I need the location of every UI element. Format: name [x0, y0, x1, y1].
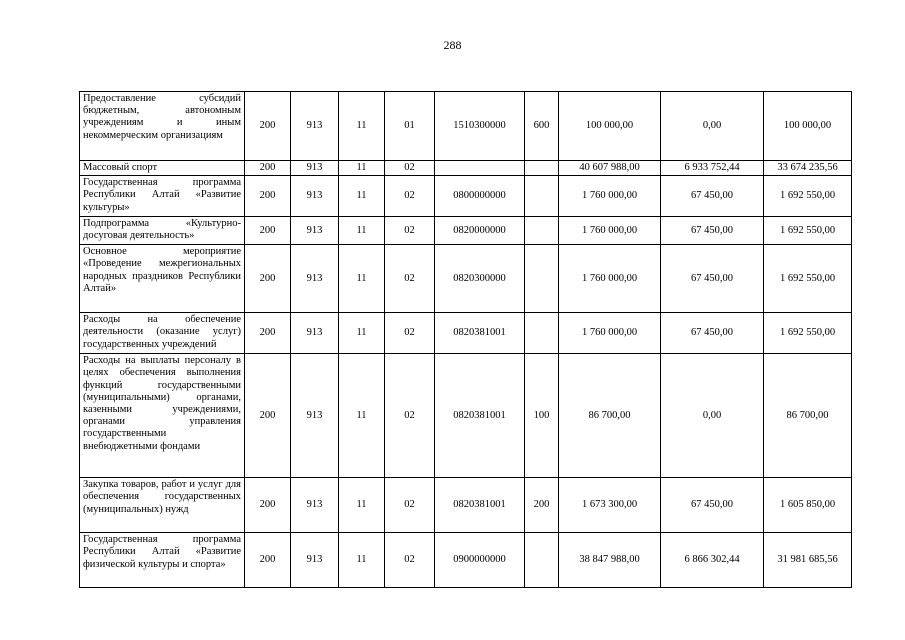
cell-sum1: 1 760 000,00	[559, 217, 661, 245]
row-name: Подпрограмма «Культурно-досуговая деятельность»	[80, 217, 245, 245]
cell-sum2: 0,00	[661, 354, 764, 478]
cell-code2: 913	[291, 313, 339, 354]
table-row	[80, 533, 852, 588]
cell-code1: 200	[245, 478, 291, 533]
cell-code4: 02	[385, 478, 435, 533]
row-name: Расходы на обеспечение деятельности (оказание услуг) государственных учреждений	[80, 313, 245, 354]
cell-csr: 0900000000	[435, 533, 525, 588]
cell-sum2: 0,00	[661, 92, 764, 161]
cell-sum3: 33 674 235,56	[764, 161, 852, 176]
cell-sum3: 1 692 550,00	[764, 313, 852, 354]
table-row	[80, 161, 852, 176]
cell-sum2: 67 450,00	[661, 245, 764, 313]
cell-sum2: 6 933 752,44	[661, 161, 764, 176]
cell-code2: 913	[291, 161, 339, 176]
cell-code2: 913	[291, 245, 339, 313]
cell-code1: 200	[245, 245, 291, 313]
cell-code3: 11	[339, 161, 385, 176]
cell-sum3: 1 692 550,00	[764, 245, 852, 313]
cell-code3: 11	[339, 176, 385, 217]
cell-code1: 200	[245, 533, 291, 588]
cell-csr	[435, 161, 525, 176]
row-name: Государственная программа Республики Алтай «Развитие культуры»	[80, 176, 245, 217]
cell-sum1: 1 760 000,00	[559, 245, 661, 313]
cell-code1: 200	[245, 313, 291, 354]
cell-vr: 100	[525, 354, 559, 478]
cell-sum1: 38 847 988,00	[559, 533, 661, 588]
cell-code3: 11	[339, 354, 385, 478]
budget-table	[79, 91, 852, 588]
cell-sum3: 1 692 550,00	[764, 217, 852, 245]
cell-sum2: 67 450,00	[661, 478, 764, 533]
cell-code3: 11	[339, 245, 385, 313]
row-name: Массовый спорт	[80, 161, 245, 176]
cell-vr	[525, 161, 559, 176]
cell-code4: 02	[385, 217, 435, 245]
row-name: Государственная программа Республики Алтай «Развитие физической культуры и спорта»	[80, 533, 245, 588]
table-row	[80, 354, 852, 478]
cell-sum1: 1 760 000,00	[559, 176, 661, 217]
row-name: Расходы на выплаты персоналу в целях обеспечения выполнения функций государственными (муниципальными) органами, казенными учреждениями, органами управления государственными внебюджетными фондами	[80, 354, 245, 478]
cell-code4: 02	[385, 245, 435, 313]
cell-sum1: 86 700,00	[559, 354, 661, 478]
cell-sum3: 31 981 685,56	[764, 533, 852, 588]
row-name: Закупка товаров, работ и услуг для обеспечения государственных (муниципальных) нужд	[80, 478, 245, 533]
cell-csr: 0820381001	[435, 354, 525, 478]
cell-code2: 913	[291, 92, 339, 161]
cell-vr	[525, 176, 559, 217]
cell-code1: 200	[245, 176, 291, 217]
cell-code3: 11	[339, 313, 385, 354]
cell-code2: 913	[291, 354, 339, 478]
cell-sum1: 40 607 988,00	[559, 161, 661, 176]
cell-csr: 1510300000	[435, 92, 525, 161]
cell-csr: 0820381001	[435, 478, 525, 533]
cell-csr: 0820381001	[435, 313, 525, 354]
table-row	[80, 478, 852, 533]
table-row	[80, 217, 852, 245]
row-name: Предоставление субсидий бюджетным, автономным учреждениям и иным некоммерческим организациям	[80, 92, 245, 161]
row-name: Основное мероприятие «Проведение межрегиональных народных праздников Республики Алтай»	[80, 245, 245, 313]
cell-code4: 02	[385, 533, 435, 588]
cell-code2: 913	[291, 533, 339, 588]
cell-code4: 02	[385, 354, 435, 478]
cell-code3: 11	[339, 533, 385, 588]
cell-code4: 01	[385, 92, 435, 161]
cell-sum1: 100 000,00	[559, 92, 661, 161]
table-row	[80, 176, 852, 217]
cell-sum3: 86 700,00	[764, 354, 852, 478]
cell-sum3: 1 692 550,00	[764, 176, 852, 217]
cell-sum3: 100 000,00	[764, 92, 852, 161]
table-row	[80, 313, 852, 354]
cell-code2: 913	[291, 217, 339, 245]
cell-sum2: 67 450,00	[661, 176, 764, 217]
cell-code1: 200	[245, 161, 291, 176]
cell-sum1: 1 760 000,00	[559, 313, 661, 354]
cell-sum2: 67 450,00	[661, 217, 764, 245]
cell-vr	[525, 533, 559, 588]
cell-code3: 11	[339, 217, 385, 245]
cell-code3: 11	[339, 478, 385, 533]
cell-code4: 02	[385, 313, 435, 354]
cell-csr: 0800000000	[435, 176, 525, 217]
table-row	[80, 92, 852, 161]
table-row	[80, 245, 852, 313]
cell-sum3: 1 605 850,00	[764, 478, 852, 533]
cell-sum2: 6 866 302,44	[661, 533, 764, 588]
cell-sum2: 67 450,00	[661, 313, 764, 354]
cell-code1: 200	[245, 92, 291, 161]
cell-vr	[525, 245, 559, 313]
cell-code3: 11	[339, 92, 385, 161]
cell-vr	[525, 313, 559, 354]
cell-vr: 600	[525, 92, 559, 161]
cell-vr	[525, 217, 559, 245]
cell-code2: 913	[291, 478, 339, 533]
cell-vr: 200	[525, 478, 559, 533]
cell-sum1: 1 673 300,00	[559, 478, 661, 533]
cell-code4: 02	[385, 161, 435, 176]
page-number: 288	[443, 38, 462, 52]
cell-csr: 0820000000	[435, 217, 525, 245]
cell-csr: 0820300000	[435, 245, 525, 313]
cell-code1: 200	[245, 217, 291, 245]
cell-code4: 02	[385, 176, 435, 217]
cell-code2: 913	[291, 176, 339, 217]
cell-code1: 200	[245, 354, 291, 478]
